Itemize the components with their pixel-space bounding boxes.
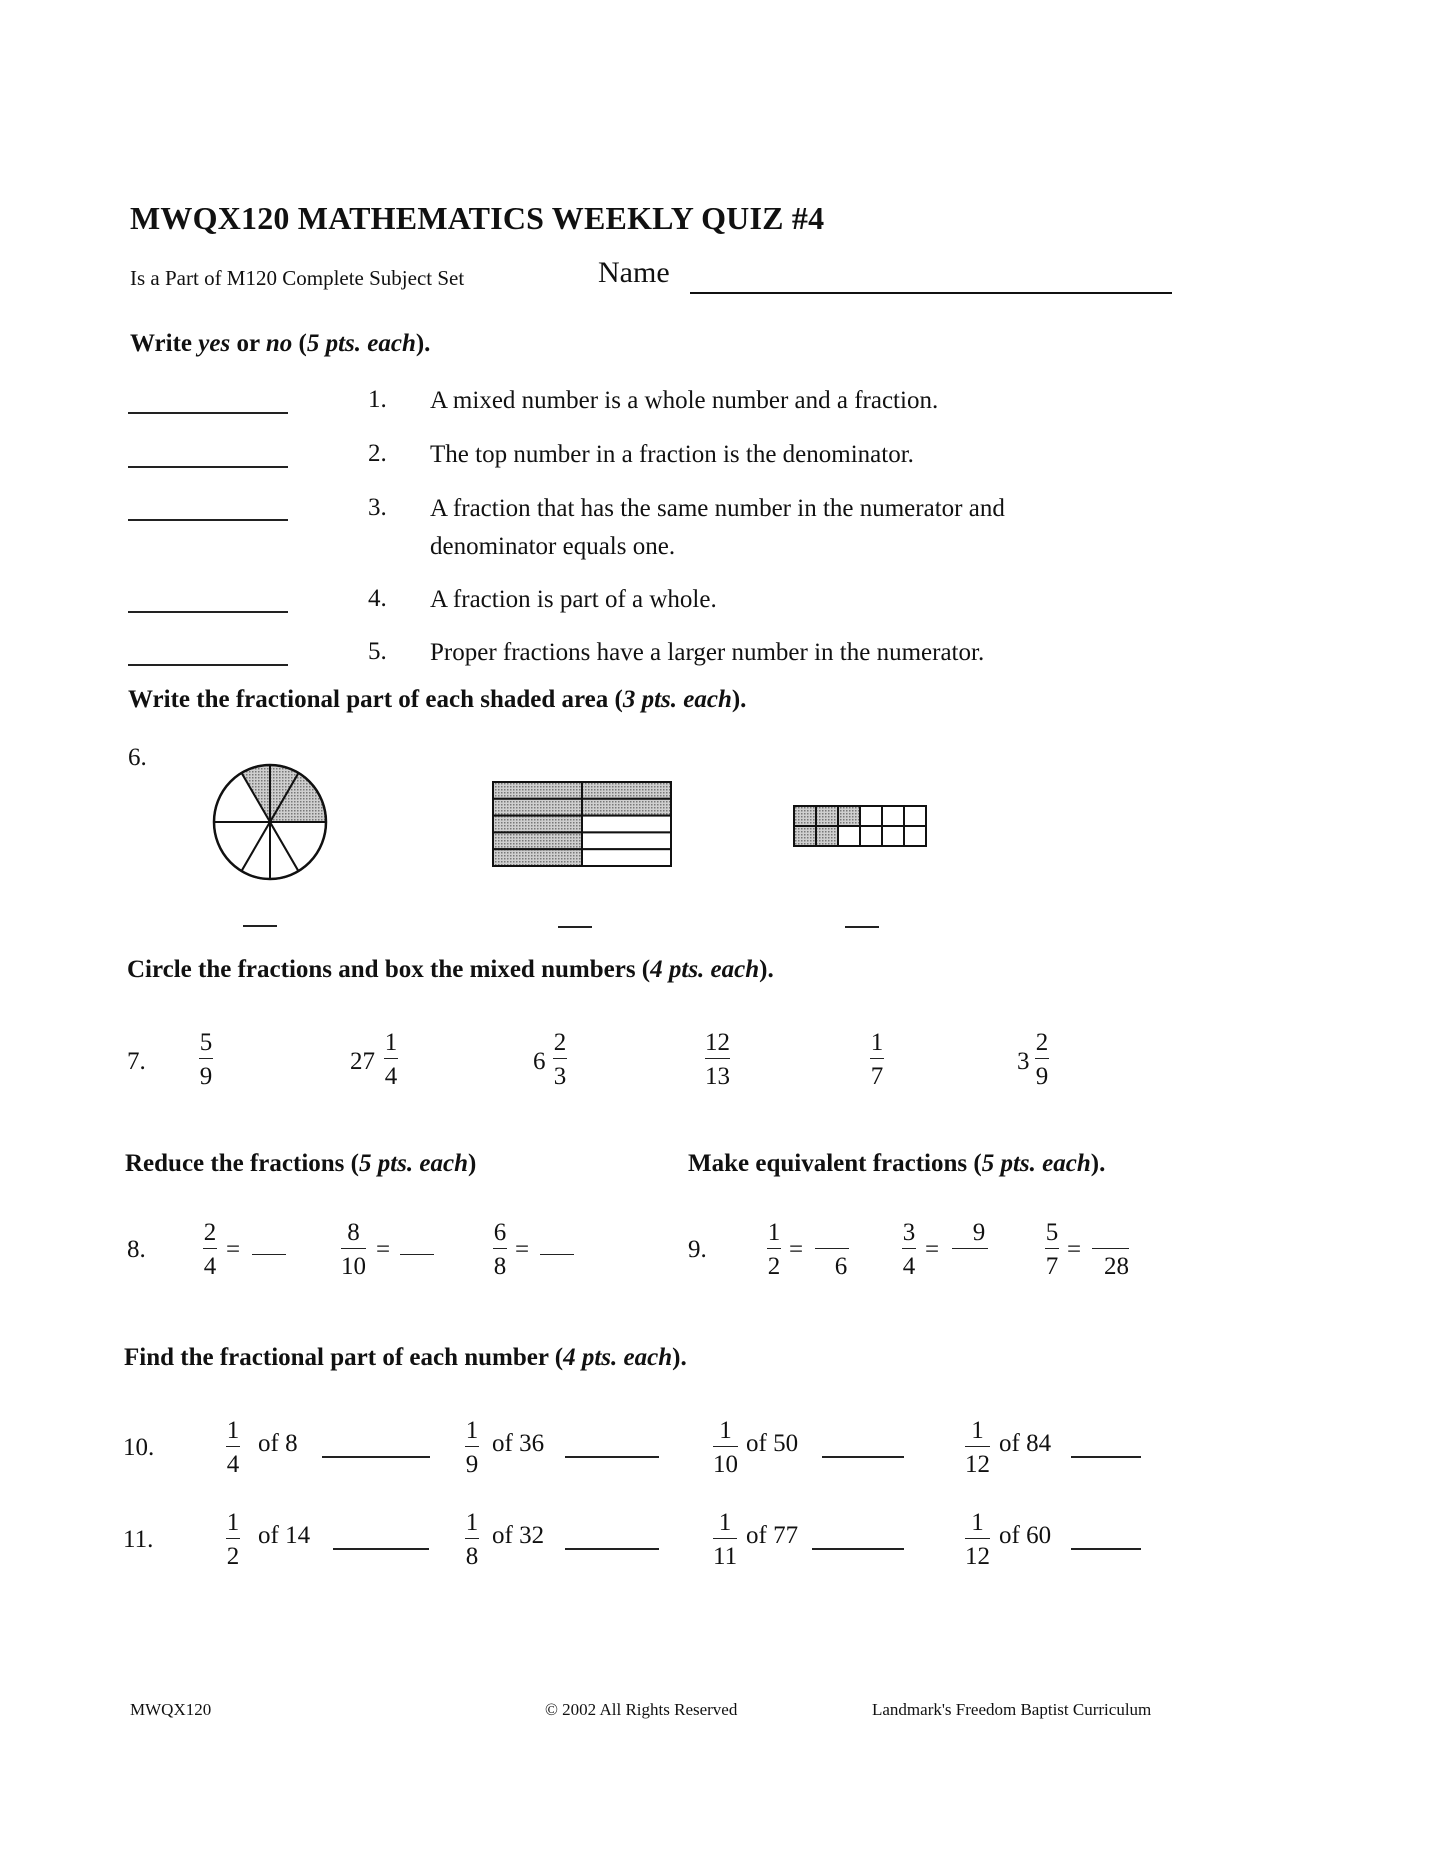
answer-line[interactable]: [1071, 1548, 1141, 1550]
fraction-item[interactable]: 1 4: [384, 1029, 398, 1090]
quiz-title: MWQX120 MATHEMATICS WEEKLY QUIZ #4: [130, 200, 825, 236]
fraction-item: 3 4: [902, 1219, 916, 1280]
fraction-item[interactable]: 12 13: [705, 1029, 730, 1090]
question-number: 6.: [128, 744, 147, 771]
rect-cell: [582, 849, 671, 866]
grid-cell: [860, 806, 882, 826]
answer-fraction-blank[interactable]: [540, 1254, 574, 1255]
question-text: A fraction that has the same number in the numerator and denominator equals one.: [430, 495, 1005, 560]
rect-cell: [582, 816, 671, 833]
answer-line[interactable]: [558, 926, 592, 928]
equals-sign: =: [515, 1236, 530, 1263]
answer-fraction[interactable]: 6: [815, 1220, 849, 1279]
quiz-subtitle: Is a Part of M120 Complete Subject Set: [130, 266, 465, 290]
mixed-whole: 3: [1017, 1048, 1030, 1075]
rect-cell: [582, 832, 671, 849]
section-circle-box-heading: Circle the fractions and box the mixed numbers (4 pts. each).: [127, 956, 774, 983]
shaded-cell: [816, 826, 838, 846]
shaded-cell: [816, 806, 838, 826]
section-yes-no-heading: Write yes or no (5 pts. each).: [130, 330, 431, 357]
of-number-label: of 50: [746, 1430, 799, 1457]
answer-fraction[interactable]: 28: [1092, 1220, 1129, 1279]
grid-figure: [794, 806, 926, 846]
fraction-item: 8 10: [341, 1219, 366, 1280]
section-equivalent-heading: Make equivalent fractions (5 pts. each).: [688, 1150, 1106, 1177]
fraction-item: 1 2: [226, 1509, 240, 1570]
circle-figure-drawn: [214, 765, 326, 879]
shaded-cell: [493, 816, 582, 833]
question-number: 1.: [368, 386, 387, 413]
answer-line[interactable]: [565, 1456, 659, 1458]
answer-line[interactable]: [333, 1548, 429, 1550]
equals-sign: =: [226, 1236, 241, 1263]
question-text: The top number in a fraction is the denominator.: [430, 441, 914, 468]
footer-publisher: Landmark's Freedom Baptist Curriculum: [872, 1700, 1152, 1719]
rectangle-figure: [493, 782, 671, 866]
equals-sign: =: [789, 1236, 804, 1263]
grid-cell: [904, 806, 926, 826]
of-number-label: of 84: [999, 1430, 1052, 1457]
section-shaded-heading: Write the fractional part of each shaded area (3 pts. each).: [128, 686, 747, 713]
answer-line[interactable]: [243, 925, 277, 927]
answer-line[interactable]: [822, 1456, 904, 1458]
answer-line[interactable]: [845, 926, 879, 928]
fraction-item: 1 11: [713, 1509, 738, 1570]
question-number: 8.: [127, 1236, 146, 1263]
fraction-item: 5 7: [1045, 1219, 1059, 1280]
of-number-label: of 36: [492, 1430, 545, 1457]
answer-line[interactable]: [812, 1548, 904, 1550]
mixed-whole: 6: [533, 1048, 546, 1075]
equals-sign: =: [376, 1236, 391, 1263]
fraction-item: 1 4: [226, 1417, 240, 1478]
equals-sign: =: [1067, 1236, 1082, 1263]
footer-copyright: © 2002 All Rights Reserved: [545, 1700, 738, 1719]
shaded-cell: [794, 826, 816, 846]
answer-fraction-blank[interactable]: [252, 1254, 286, 1255]
grid-cell: [860, 826, 882, 846]
grid-cell: [882, 826, 904, 846]
shaded-cell: [794, 806, 816, 826]
mixed-whole: 27: [350, 1048, 375, 1075]
shaded-cell: [582, 782, 671, 799]
of-number-label: of 32: [492, 1522, 545, 1549]
question-text: A mixed number is a whole number and a fraction.: [430, 387, 939, 414]
answer-fraction-blank[interactable]: [400, 1254, 434, 1255]
question-number: 9.: [688, 1236, 707, 1263]
shaded-cell: [493, 782, 582, 799]
question-text: Proper fractions have a larger number in the numerator.: [430, 639, 985, 666]
fraction-item: 1 2: [767, 1219, 781, 1280]
question-number: 4.: [368, 585, 387, 612]
fraction-item: 6 8: [493, 1219, 507, 1280]
fraction-item: 2 4: [203, 1219, 217, 1280]
equals-sign: =: [925, 1236, 940, 1263]
of-number-label: of 60: [999, 1522, 1052, 1549]
question-number: 7.: [127, 1048, 146, 1075]
fraction-item[interactable]: 2 3: [553, 1029, 567, 1090]
of-number-label: of 8: [258, 1430, 298, 1457]
fraction-item: 1 12: [965, 1509, 990, 1570]
question-text: A fraction is part of a whole.: [430, 586, 717, 613]
answer-line[interactable]: [565, 1548, 659, 1550]
fraction-item[interactable]: 5 9: [199, 1029, 213, 1090]
shaded-cell: [493, 799, 582, 816]
shaded-cell: [493, 849, 582, 866]
grid-cell: [838, 826, 860, 846]
shaded-cell: [582, 799, 671, 816]
answer-line[interactable]: [1071, 1456, 1141, 1458]
fraction-item[interactable]: 2 9: [1035, 1029, 1049, 1090]
of-number-label: of 14: [258, 1522, 311, 1549]
question-number: 5.: [368, 638, 387, 665]
question-number: 2.: [368, 440, 387, 467]
question-number: 3.: [368, 494, 387, 521]
name-label: Name: [598, 256, 670, 289]
grid-cell: [882, 806, 904, 826]
section-reduce-heading: Reduce the fractions (5 pts. each): [125, 1150, 477, 1177]
fraction-item: 1 9: [465, 1417, 479, 1478]
shaded-cell: [493, 832, 582, 849]
question-number: 10.: [123, 1434, 155, 1461]
fraction-item: 1 8: [465, 1509, 479, 1570]
fraction-item: 1 12: [965, 1417, 990, 1478]
fraction-item[interactable]: 1 7: [870, 1029, 884, 1090]
shaded-cell: [838, 806, 860, 826]
answer-fraction[interactable]: 9: [952, 1220, 988, 1279]
answer-line[interactable]: [322, 1456, 430, 1458]
question-number: 11.: [123, 1526, 154, 1553]
grid-cell: [904, 826, 926, 846]
footer-code: MWQX120: [130, 1700, 212, 1719]
fraction-item: 1 10: [713, 1417, 738, 1478]
section-fractional-part-heading: Find the fractional part of each number (4 pts. each).: [124, 1344, 687, 1371]
of-number-label: of 77: [746, 1522, 799, 1549]
